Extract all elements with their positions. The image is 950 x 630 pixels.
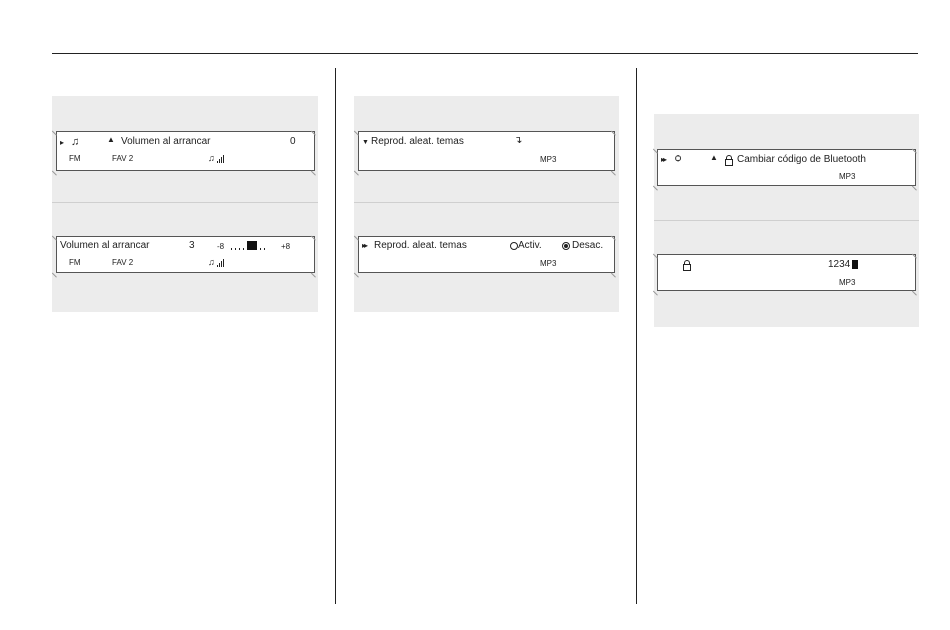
lock-icon [725,159,733,166]
return-arrow-icon: ↴ [514,135,523,146]
volume-slider [231,241,279,250]
menu-item-label: Cambiar código de Bluetooth [737,154,866,165]
panel-separator [654,220,919,221]
scroll-up-icon: ▲ [710,153,718,162]
radio-on[interactable] [510,242,518,250]
code-value[interactable]: 1234 [828,259,851,270]
source-label: MP3 [839,278,856,287]
display-bluetooth-menu [657,149,916,186]
scroll-down-icon: ▼ [362,139,369,146]
radio-off[interactable] [562,242,570,250]
header-rule [52,53,918,54]
panel-separator [354,202,619,203]
display-volume-menu [56,131,315,171]
preset-label: FAV 2 [112,258,134,267]
signal-bars-icon [217,259,231,267]
setting-label: Volumen al arrancar [60,240,150,251]
source-label: MP3 [540,155,557,164]
music-note-icon: ♫ [208,257,215,267]
double-arrow-icon: ▸▸ [661,155,666,164]
setting-label: Reprod. aleat. temas [374,240,467,251]
double-arrow-icon: ▸▸ [362,241,367,250]
figure-panel-shuffle [354,96,619,312]
music-note-icon: ♫ [71,136,80,148]
band-label: FM [69,258,81,267]
display-shuffle-options [358,236,615,273]
option-on-label: Activ. [518,240,542,251]
preset-label: FAV 2 [112,154,134,163]
figure-panel-volume [52,96,318,312]
signal-bars-icon [217,155,231,163]
display-bluetooth-code [657,254,916,291]
lock-icon [683,264,691,271]
scroll-up-icon: ▲ [107,135,115,144]
display-volume-adjust [56,236,315,273]
menu-item-label: Volumen al arrancar [121,136,211,147]
option-off-label: Desac. [572,240,604,251]
scale-min-label: -8 [217,242,225,251]
setting-value: 3 [189,240,195,251]
scale-max-label: +8 [281,242,291,251]
bluetooth-icon: ѻ [675,153,682,164]
band-label: FM [69,154,81,163]
panel-separator [52,202,318,203]
column-divider-2 [636,68,637,604]
source-label: MP3 [839,172,856,181]
source-label: MP3 [540,259,557,268]
menu-item-value: 0 [290,136,296,147]
cursor-block [852,260,858,269]
music-note-icon: ♫ [208,153,215,163]
menu-item-label: Reprod. aleat. temas [371,136,464,147]
arrow-right-icon: ▸ [60,138,65,147]
display-shuffle-menu [358,131,615,171]
column-divider-1 [335,68,336,604]
